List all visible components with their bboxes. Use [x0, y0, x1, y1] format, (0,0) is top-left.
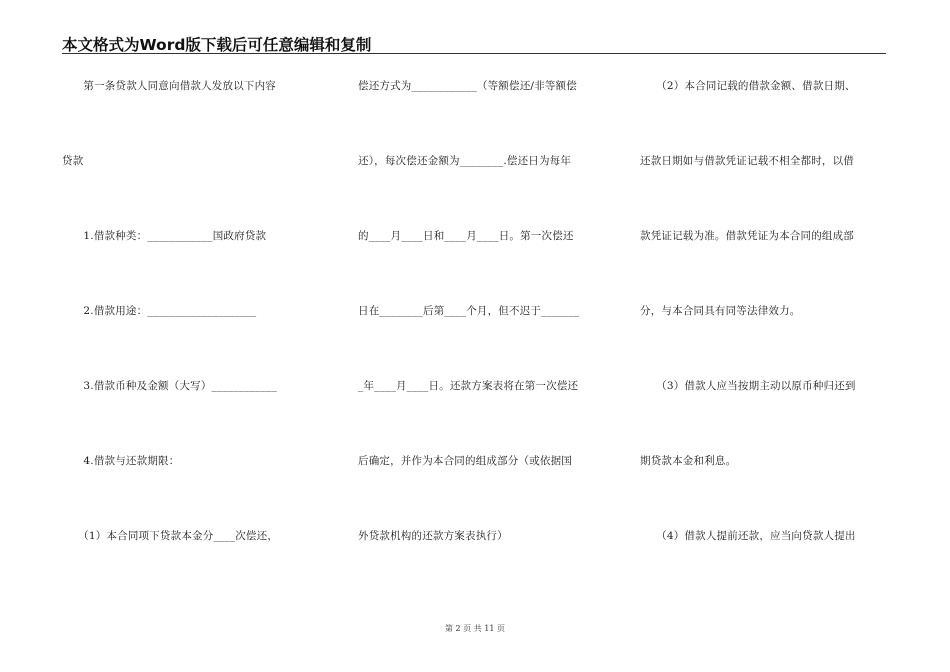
text-line: 还），每次偿还金额为________.偿还日为每年 — [358, 155, 572, 167]
text-line: 偿还方式为____________（等额偿还/非等额偿 — [358, 80, 577, 92]
text-line: 的____月____日和____月____日。第一次偿还 — [358, 230, 574, 242]
text-line: 第一条贷款人同意向借款人发放以下内容 — [62, 80, 276, 92]
text-line: 后确定，并作为本合同的组成部分（或依据国 — [358, 455, 572, 467]
text-line: 分，与本合同具有同等法律效力。 — [640, 305, 801, 317]
text-line: 4.借款与还款期限： — [62, 455, 180, 467]
document-banner: 本文格式为Word版下载后可任意编辑和复制 — [62, 36, 372, 54]
text-line: 贷款 — [62, 155, 84, 167]
text-column-middle — [358, 0, 608, 672]
text-line: （4）借款人提前还款，应当向贷款人提出 — [640, 530, 856, 542]
text-column-right — [640, 0, 890, 672]
text-line: 期贷款本金和利息。 — [640, 455, 737, 467]
text-line: 日在________后第____个月，但不迟于_______ — [358, 305, 580, 317]
text-line: 3.借款币种及金额（大写）____________ — [62, 380, 277, 392]
text-line: （2）本合同记载的借款金额、借款日期、 — [640, 80, 856, 92]
text-line: 还款日期如与借款凭证记载不相全都时，以借 — [640, 155, 854, 167]
text-line: 1.借款种类：____________国政府贷款 — [62, 230, 267, 242]
text-line: _年____月____日。还款方案表将在第一次偿还 — [358, 380, 579, 392]
page-number: 第 2 页 共 11 页 — [445, 624, 505, 633]
text-column-left — [62, 0, 324, 672]
text-line: 外贷款机构的还款方案表执行） — [358, 530, 508, 542]
text-line: （3）借款人应当按期主动以原币种归还到 — [640, 380, 856, 392]
text-line: 2.借款用途：____________________ — [62, 305, 257, 317]
text-line: 款凭证记载为准。借款凭证为本合同的组成部 — [640, 230, 854, 242]
text-line: （1）本合同项下贷款本金分____次偿还， — [62, 530, 279, 542]
